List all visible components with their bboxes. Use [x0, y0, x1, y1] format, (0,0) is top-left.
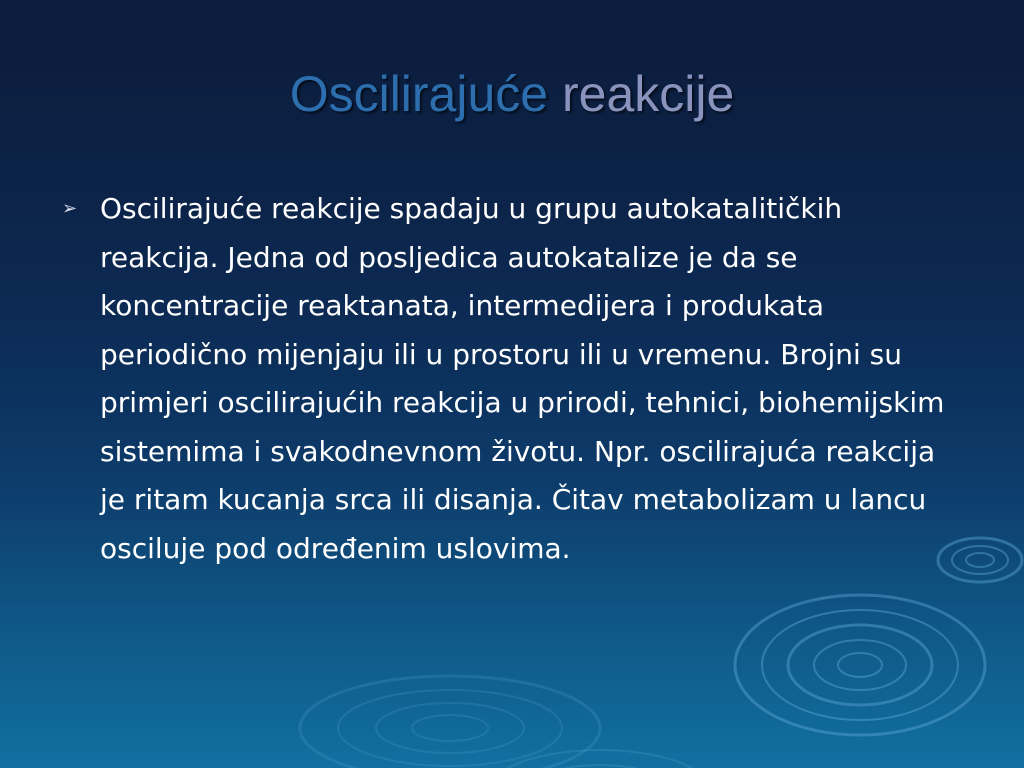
slide-title-part1: Oscilirajuće — [289, 66, 549, 122]
ripple-group-corner — [490, 750, 710, 768]
slide-body — [62, 185, 962, 573]
bullet-paragraph: Oscilirajuće reakcije spadaju u grupu autokatalitičkih reakcija. Jedna od posljedica autokatalize je da se koncentracije reaktanata, intermedijera i produkata periodično mijenjaju ili u prostoru ili u vremenu. Brojni su primjeri oscilirajućih reakcija u prirodi, tehnici, biohemijskim sistemima i svakodnevnom životu. Npr. oscilirajuća reakcija je ritam kucanja srca ili disanja. Čitav metabolizam u lancu osciluje pod određenim uslovima. — [100, 192, 945, 565]
arrowhead-bullet-icon: ➢ — [62, 198, 78, 219]
slide-title-part2: reakcije — [562, 66, 735, 122]
slide-title — [0, 62, 1024, 126]
ripple-group-large — [735, 595, 985, 735]
bullet-item — [62, 185, 962, 573]
